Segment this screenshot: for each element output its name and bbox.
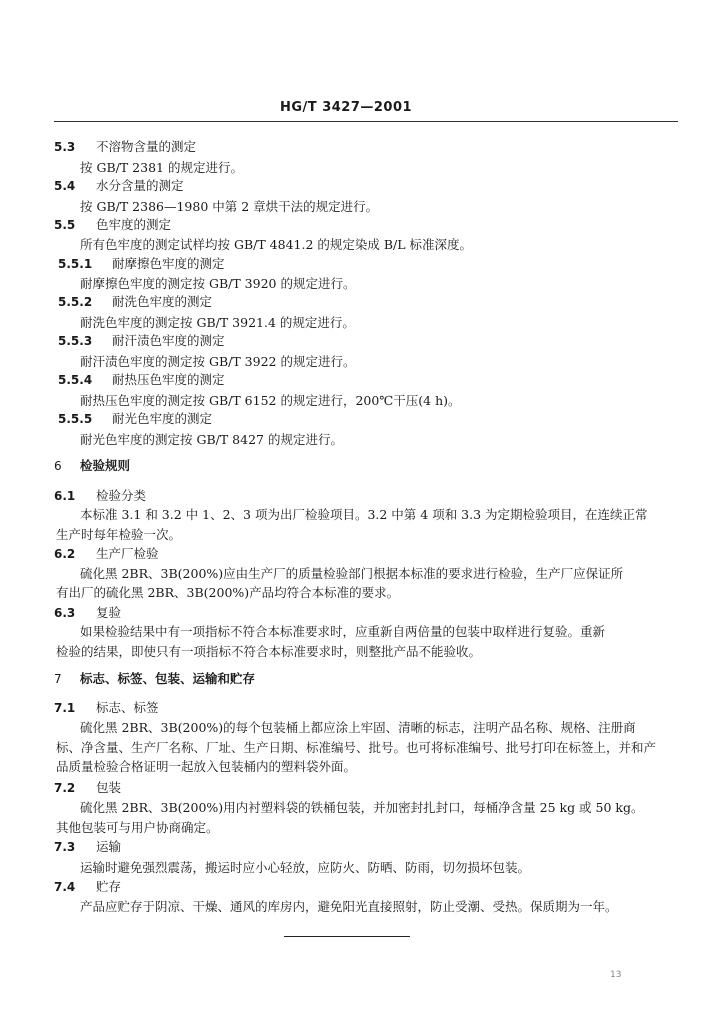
section-title: 色牢度的测定 [96,217,172,232]
chapter-title: 标志、标签、包装、运输和贮存 [80,671,256,686]
line-full [0,642,728,662]
line-body [0,391,728,411]
chapter-number: 6 [54,459,62,473]
line-body [0,197,728,217]
header-rule [54,121,678,122]
line-body [0,235,728,255]
section-title: 耐汗渍色牢度的测定 [112,333,225,348]
line-body [0,505,728,525]
paragraph-text: 品质量检验合格证明一起放入包装桶内的塑料袋外面。 [56,759,357,774]
line-full [0,583,728,603]
line-body [0,798,728,818]
paragraph-text: 硫化黑 2BR、3B(200%)的每个包装桶上都应涂上牢固、清晰的标志，注明产品名称、规格、注册商 [80,720,636,735]
section-number: 7.1 [54,701,76,715]
section-title: 生产厂检验 [96,546,159,561]
section-title: 运输 [96,839,122,854]
page-header [0,100,728,126]
section-title: 标志、标签 [96,700,159,715]
line-chapter [0,669,728,689]
paragraph-text: 硫化黑 2BR、3B(200%)应由生产厂的质量检验部门根据本标准的要求进行检验，生产厂应保证所 [80,566,624,581]
paragraph-text: 耐汗渍色牢度的测定按 GB/T 3922 的规定进行。 [80,354,356,369]
page-number: 13 [610,970,622,980]
line-body [0,564,728,584]
line-full [0,818,728,838]
line-body [0,622,728,642]
section-number: 5.5.3 [58,334,93,348]
paragraph-text: 耐洗色牢度的测定按 GB/T 3921.4 的规定进行。 [80,315,355,330]
line-full [0,738,728,758]
section-number: 6.2 [54,547,76,561]
paragraph-text: 耐光色牢度的测定按 GB/T 8427 的规定进行。 [80,432,343,447]
section-number: 5.4 [54,179,76,193]
paragraph-text: 如果检验结果中有一项指标不符合本标准要求时，应重新自两倍量的包装中取样进行复验。重新 [80,624,606,639]
line-heading [0,215,728,235]
line-heading [0,877,728,897]
paragraph-text: 硫化黑 2BR、3B(200%)用内衬塑料袋的铁桶包装，并加密封扎封口，每桶净含量 25 kg 或 50 kg。 [80,800,644,815]
section-number: 6.3 [54,606,76,620]
line-heading [0,370,728,390]
line-body [0,274,728,294]
paragraph-text: 本标准 3.1 和 3.2 中 1、2、3 项为出厂检验项目。3.2 中第 4 项和 3.3 为定期检验项目，在连续正常 [80,507,648,522]
line-heading [0,331,728,351]
paragraph-text: 有出厂的硫化黑 2BR、3B(200%)产品均符合本标准的要求。 [56,585,400,600]
paragraph-text: 检验的结果，即使只有一项指标不符合本标准要求时，则整批产品不能验收。 [56,644,482,659]
section-title: 检验分类 [96,488,147,503]
paragraph-text: 耐热压色牢度的测定按 GB/T 6152 的规定进行，200℃干压(4 h)。 [80,393,461,408]
line-heading [0,486,728,506]
line-body [0,430,728,450]
line-body [0,313,728,333]
section-number: 7.4 [54,880,76,894]
paragraph-text: 运输时避免强烈震荡，搬运时应小心轻放，应防火、防晒、防雨，切勿损坏包装。 [80,860,531,875]
paragraph-text: 所有色牢度的测定试样均按 GB/T 4841.2 的规定染成 B/L 标准深度。 [80,237,473,252]
section-number: 5.5.2 [58,295,93,309]
paragraph-text: 标、净含量、生产厂名称、厂址、生产日期、标准编号、批号。也可将标准编号、批号打印在标签上，并和产 [56,740,657,755]
section-title: 包装 [96,780,122,795]
paragraph-text: 产品应贮存于阴凉、干燥、通风的库房内，避免阳光直接照射，防止受潮、受热。保质期为一年。 [80,899,618,914]
section-title: 耐摩擦色牢度的测定 [112,256,225,271]
line-full [0,525,728,545]
paragraph-text: 生产时每年检验一次。 [56,527,182,542]
line-body [0,158,728,178]
line-heading [0,544,728,564]
paragraph-text: 按 GB/T 2386—1980 中第 2 章烘干法的规定进行。 [80,199,379,214]
standard-code: HG/T 3427—2001 [280,100,413,115]
paragraph-text: 按 GB/T 2381 的规定进行。 [80,160,243,175]
section-title: 不溶物含量的测定 [96,139,197,154]
section-number: 6.1 [54,489,76,503]
section-number: 5.5.4 [58,373,93,387]
line-heading [0,837,728,857]
line-heading [0,603,728,623]
line-heading [0,137,728,157]
chapter-number: 7 [54,672,62,686]
section-number: 7.2 [54,781,76,795]
section-title: 水分含量的测定 [96,178,184,193]
line-heading [0,778,728,798]
line-body [0,897,728,917]
paragraph-text: 其他包装可与用户协商确定。 [56,820,219,835]
section-title: 耐洗色牢度的测定 [112,294,213,309]
section-title: 耐热压色牢度的测定 [112,372,225,387]
paragraph-text: 耐摩擦色牢度的测定按 GB/T 3920 的规定进行。 [80,276,356,291]
section-title: 复验 [96,605,122,620]
line-heading [0,409,728,429]
section-number: 7.3 [54,840,76,854]
line-heading [0,292,728,312]
section-number: 5.5.1 [58,257,93,271]
line-body [0,718,728,738]
line-heading [0,176,728,196]
section-number: 5.3 [54,140,76,154]
chapter-title: 检验规则 [80,458,131,473]
line-full [0,757,728,777]
section-number: 5.5.5 [58,412,93,426]
line-heading [0,254,728,274]
section-number: 5.5 [54,218,76,232]
section-title: 耐光色牢度的测定 [112,411,213,426]
line-body [0,352,728,372]
line-body [0,858,728,878]
line-chapter [0,456,728,476]
footer-rule [284,936,410,937]
line-heading [0,698,728,718]
section-title: 贮存 [96,879,122,894]
